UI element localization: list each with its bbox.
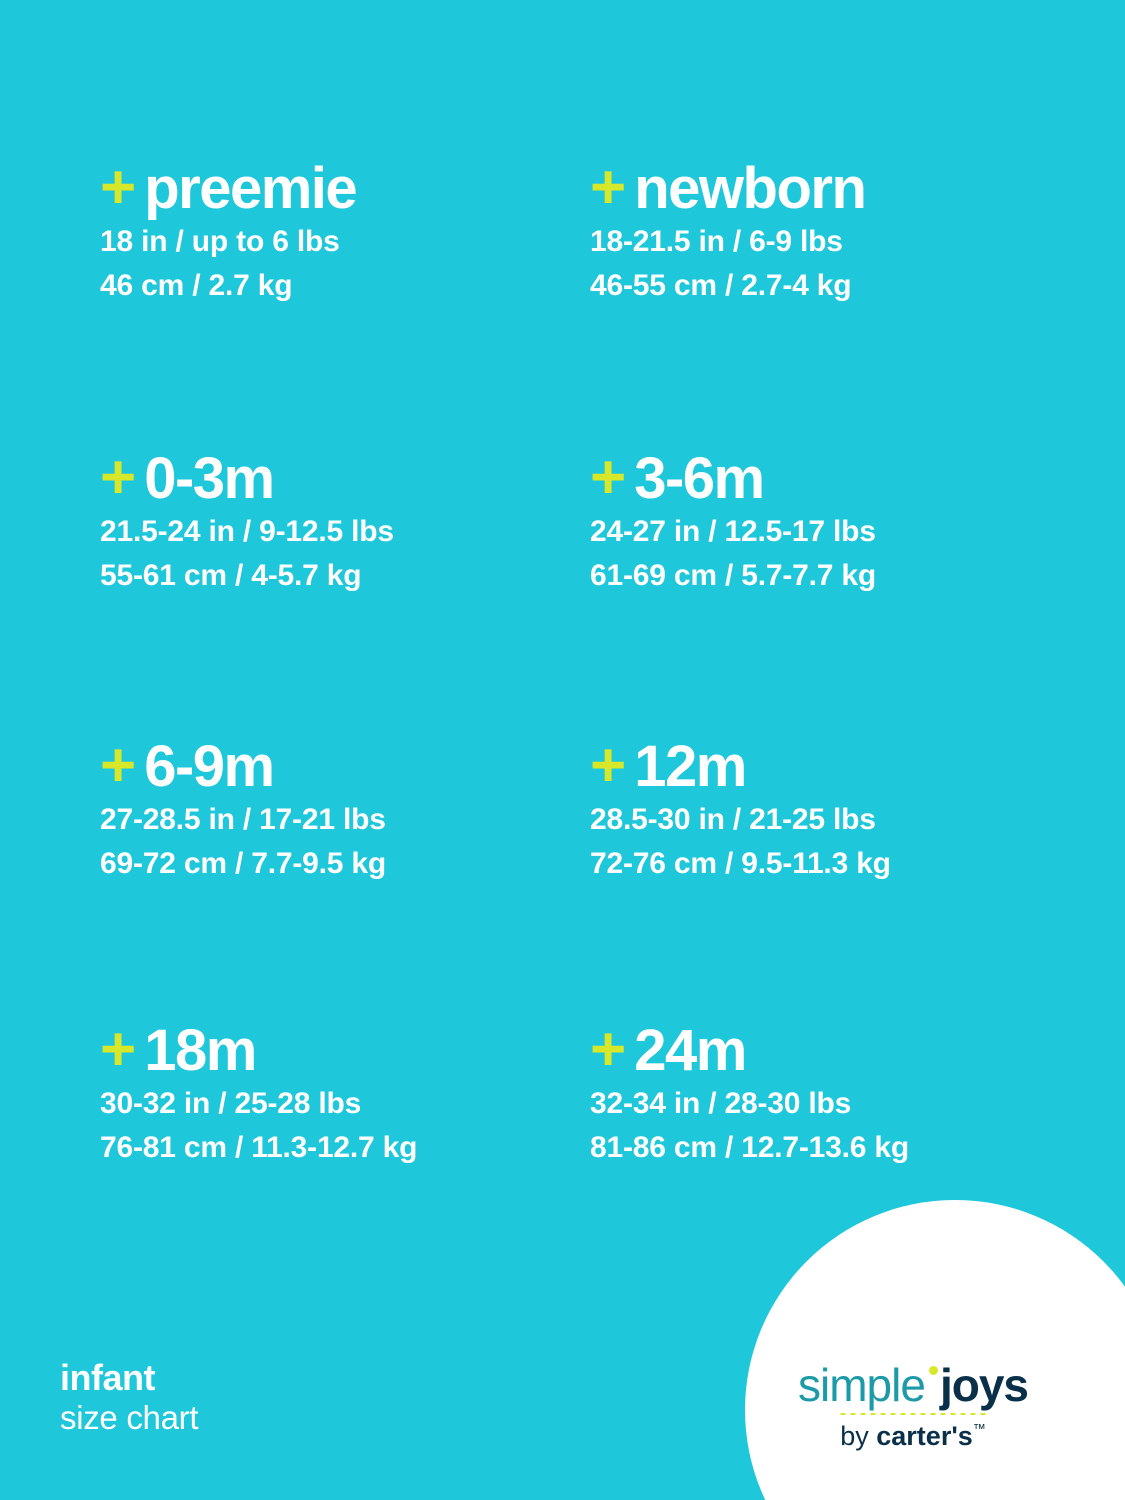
- plus-icon: +: [590, 731, 625, 800]
- size-cell-6-9m: [100, 731, 386, 887]
- size-cell-12m: [590, 731, 891, 887]
- size-heading: [590, 153, 866, 222]
- brand-dot-icon: [929, 1366, 938, 1375]
- size-metric: 55-61 cm / 4-5.7 kg: [100, 559, 362, 593]
- size-imperial: 21.5-24 in / 9-12.5 lbs: [100, 515, 394, 549]
- size-metric: 61-69 cm / 5.7-7.7 kg: [590, 559, 876, 593]
- size-cell-3-6m: [590, 443, 876, 599]
- size-imperial: 24-27 in / 12.5-17 lbs: [590, 515, 876, 549]
- plus-icon: +: [590, 153, 625, 222]
- plus-icon: +: [590, 1015, 625, 1084]
- size-heading: [100, 731, 386, 800]
- footer-title-secondary: size chart: [60, 1399, 199, 1437]
- size-heading: [100, 1015, 417, 1084]
- size-label: 24m: [634, 1018, 746, 1083]
- brand-joys-text: joys: [939, 1359, 1028, 1411]
- size-heading: [100, 443, 394, 512]
- size-label: 12m: [634, 734, 746, 799]
- size-cell-24m: [590, 1015, 909, 1171]
- size-metric: 72-76 cm / 9.5-11.3 kg: [590, 847, 891, 881]
- size-label: preemie: [144, 156, 357, 221]
- brand-simple-text: simple: [798, 1359, 925, 1411]
- size-heading: [590, 731, 891, 800]
- plus-icon: +: [100, 731, 135, 800]
- size-label: 18m: [144, 1018, 256, 1083]
- plus-icon: +: [100, 1015, 135, 1084]
- size-heading: [590, 1015, 909, 1084]
- size-heading: [590, 443, 876, 512]
- size-cell-newborn: [590, 153, 866, 309]
- chart-footer-title: [60, 1357, 198, 1438]
- size-imperial: 32-34 in / 28-30 lbs: [590, 1087, 852, 1121]
- plus-icon: +: [590, 443, 625, 512]
- size-heading: [100, 153, 357, 222]
- brand-carters-text: carter's: [876, 1421, 973, 1451]
- size-imperial: 18 in / up to 6 lbs: [100, 225, 340, 259]
- brand-byline: [763, 1422, 1063, 1450]
- size-metric: 46 cm / 2.7 kg: [100, 269, 293, 303]
- size-metric: 76-81 cm / 11.3-12.7 kg: [100, 1131, 418, 1165]
- plus-icon: +: [100, 153, 135, 222]
- size-imperial: 28.5-30 in / 21-25 lbs: [590, 803, 876, 837]
- brand-trademark: ™: [972, 1421, 986, 1436]
- brand-logo: [763, 1359, 1063, 1451]
- footer-title-primary: infant: [60, 1357, 155, 1399]
- size-metric: 69-72 cm / 7.7-9.5 kg: [100, 847, 386, 881]
- plus-icon: +: [100, 443, 135, 512]
- size-label: 0-3m: [144, 446, 274, 511]
- size-imperial: 30-32 in / 25-28 lbs: [100, 1087, 362, 1121]
- brand-by-text: by: [840, 1421, 869, 1451]
- size-label: 3-6m: [634, 446, 764, 511]
- size-label: 6-9m: [144, 734, 274, 799]
- size-cell-18m: [100, 1015, 418, 1171]
- size-metric: 46-55 cm / 2.7-4 kg: [590, 269, 852, 303]
- size-metric: 81-86 cm / 12.7-13.6 kg: [590, 1131, 909, 1165]
- size-imperial: 27-28.5 in / 17-21 lbs: [100, 803, 386, 837]
- brand-dotted-divider: [838, 1412, 988, 1416]
- size-label: newborn: [634, 156, 866, 221]
- size-cell-0-3m: [100, 443, 394, 599]
- size-cell-preemie: [100, 153, 357, 309]
- brand-wordmark: [763, 1359, 1063, 1411]
- size-imperial: 18-21.5 in / 6-9 lbs: [590, 225, 843, 259]
